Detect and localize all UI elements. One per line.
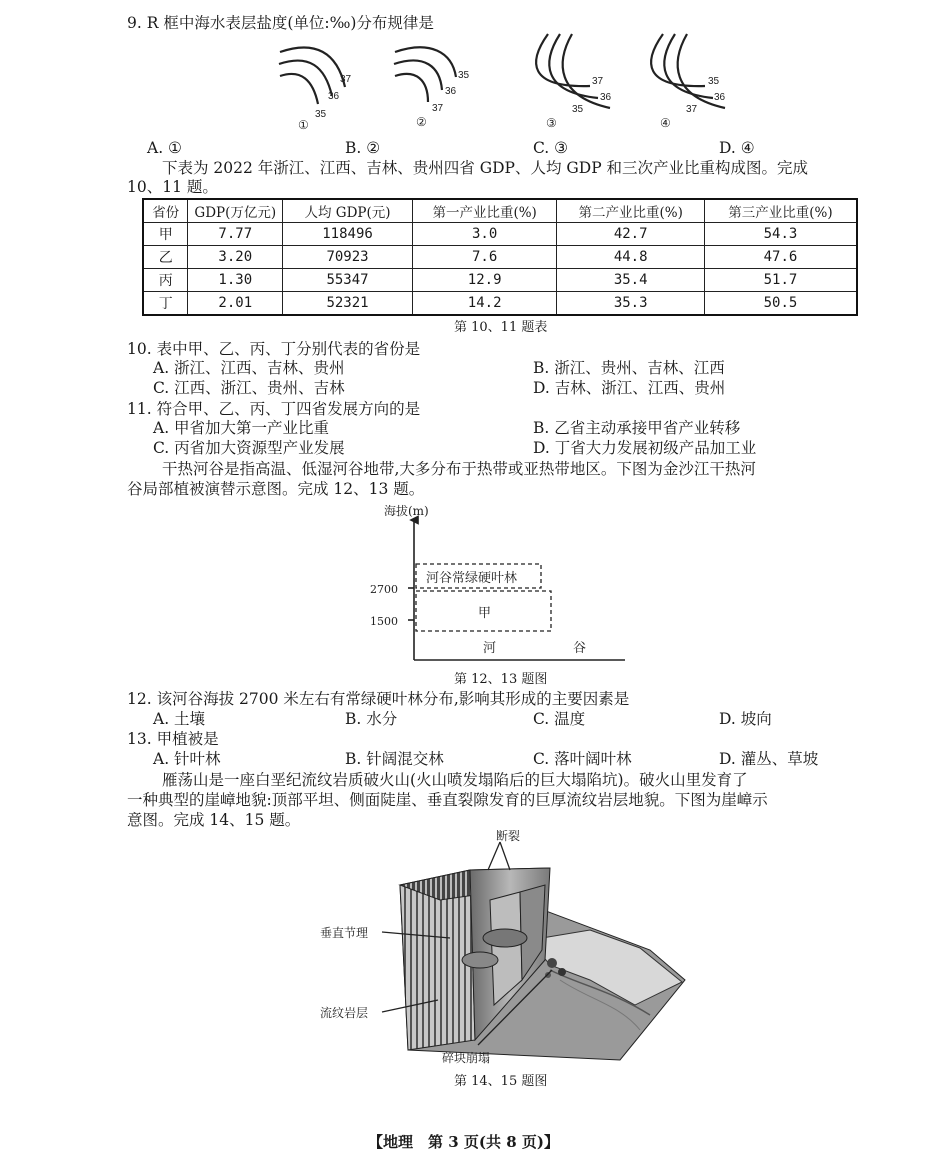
- q13-option-a[interactable]: A. 针叶林: [153, 750, 221, 768]
- cliff-figure: [290, 830, 710, 1070]
- table-row: [143, 223, 857, 246]
- intro-14-15-line2: 一种典型的崖嶂地貌:顶部平坦、侧面陡崖、垂直裂隙发育的巨厚流纹岩层地貌。下图为崖嶂示: [127, 791, 768, 809]
- q12-option-b[interactable]: B. 水分: [345, 710, 398, 728]
- q12-stem: 12. 该河谷海拔 2700 米左右有常绿硬叶林分布,影响其形成的主要因素是: [127, 690, 630, 708]
- intro-10-11-line1: 下表为 2022 年浙江、江西、吉林、贵州四省 GDP、人均 GDP 和三次产业比重构成图。完成: [162, 159, 809, 177]
- table-cell: 51.7: [704, 269, 857, 292]
- table-cell: 3.0: [412, 223, 557, 246]
- table-cell: 44.8: [557, 246, 705, 269]
- q10-option-a[interactable]: A. 浙江、江西、吉林、贵州: [153, 359, 345, 377]
- q9-diagrams: [270, 32, 730, 136]
- d4-num: ④: [660, 116, 671, 130]
- table-cell: 42.7: [557, 223, 705, 246]
- d3-label-1: 37: [592, 76, 604, 87]
- table-header: GDP(万亿元): [188, 199, 283, 223]
- table-caption: 第 10、11 题表: [454, 320, 548, 335]
- q13-stem: 13. 甲植被是: [127, 730, 219, 748]
- q11-option-a[interactable]: A. 甲省加大第一产业比重: [153, 419, 330, 437]
- label-rhyolite-layer: 流纹岩层: [320, 1006, 369, 1020]
- jia-label: 甲: [478, 606, 492, 621]
- table-row: [143, 292, 857, 316]
- d3-label-2: 36: [600, 92, 612, 103]
- table-cell: 70923: [283, 246, 413, 269]
- isohaline-diagrams: [270, 32, 730, 136]
- table-cell: 14.2: [412, 292, 557, 316]
- cliff-figure-svg: [290, 830, 710, 1070]
- table-cell: 35.3: [557, 292, 705, 316]
- table-cell: 52321: [283, 292, 413, 316]
- cliff-caption: 第 14、15 题图: [454, 1074, 548, 1089]
- q13-option-b[interactable]: B. 针阔混交林: [345, 750, 444, 768]
- table-cell: 47.6: [704, 246, 857, 269]
- q10-option-c[interactable]: C. 江西、浙江、贵州、吉林: [153, 379, 345, 397]
- table-cell: 7.77: [188, 223, 283, 246]
- q9-option-b[interactable]: B. ②: [345, 139, 381, 157]
- table-cell: 12.9: [412, 269, 557, 292]
- table-cell: 3.20: [188, 246, 283, 269]
- q11-option-c[interactable]: C. 丙省加大资源型产业发展: [153, 439, 345, 457]
- d2-label-3: 37: [432, 103, 444, 114]
- q9-option-a[interactable]: A. ①: [147, 139, 182, 157]
- q11-stem: 11. 符合甲、乙、丙、丁四省发展方向的是: [127, 400, 421, 418]
- d2-label-1: 35: [458, 70, 470, 81]
- table-header-row: [143, 199, 857, 223]
- d2-num: ②: [416, 115, 427, 129]
- d3-num: ③: [546, 116, 557, 130]
- table-cell: 2.01: [188, 292, 283, 316]
- d1-num: ①: [298, 118, 309, 132]
- table-cell: 丁: [143, 292, 188, 316]
- table-cell: 118496: [283, 223, 413, 246]
- q13-option-d[interactable]: D. 灌丛、草坡: [719, 750, 819, 768]
- q11-option-d[interactable]: D. 丁省大力发展初级产品加工业: [533, 439, 757, 457]
- q11-option-b[interactable]: B. 乙省主动承接甲省产业转移: [533, 419, 741, 437]
- d2-label-2: 36: [445, 86, 457, 97]
- valley-label-1: 河: [483, 641, 497, 656]
- intro-14-15-line1: 雁荡山是一座白垩纪流纹岩质破火山(火山喷发塌陷后的巨大塌陷坑)。破火山里发育了: [162, 771, 748, 789]
- table-header: 第一产业比重(%): [412, 199, 557, 223]
- table-cell: 50.5: [704, 292, 857, 316]
- d4-label-3: 37: [686, 104, 698, 115]
- d4-label-2: 36: [714, 92, 726, 103]
- q10-stem: 10. 表中甲、乙、丙、丁分别代表的省份是: [127, 340, 421, 358]
- table-cell: 54.3: [704, 223, 857, 246]
- forest-label: 河谷常绿硬叶林: [426, 571, 518, 586]
- intro-12-13-line2: 谷局部植被演替示意图。完成 12、13 题。: [127, 480, 425, 498]
- d3-label-3: 35: [572, 104, 584, 115]
- valley-ylabel: 海拔(m): [384, 504, 429, 518]
- q10-option-b[interactable]: B. 浙江、贵州、吉林、江西: [533, 359, 725, 377]
- label-fault: 断裂: [496, 830, 521, 843]
- q10-option-d[interactable]: D. 吉林、浙江、江西、贵州: [533, 379, 726, 397]
- table-row: [143, 246, 857, 269]
- diagram-3: [536, 34, 610, 108]
- table-row: [143, 269, 857, 292]
- intro-14-15-line3: 意图。完成 14、15 题。: [127, 811, 301, 829]
- table-cell: 1.30: [188, 269, 283, 292]
- label-debris-collapse: 碎块崩塌: [442, 1051, 491, 1065]
- tick-2700: 2700: [370, 583, 398, 596]
- table-header: 第三产业比重(%): [704, 199, 857, 223]
- label-vertical-joint: 垂直节理: [320, 926, 369, 940]
- d1-label-3: 35: [315, 109, 327, 120]
- gdp-table: [142, 198, 858, 316]
- q9-option-c[interactable]: C. ③: [533, 139, 569, 157]
- page-footer: 【地理 第 3 页(共 8 页)】: [368, 1133, 559, 1151]
- q13-option-c[interactable]: C. 落叶阔叶林: [533, 750, 632, 768]
- valley-diagram: [360, 500, 640, 670]
- table-header: 人均 GDP(元): [283, 199, 413, 223]
- tick-1500: 1500: [370, 615, 398, 628]
- table-cell: 甲: [143, 223, 188, 246]
- q12-option-a[interactable]: A. 土壤: [153, 710, 206, 728]
- intro-12-13-line1: 干热河谷是指高温、低湿河谷地带,大多分布于热带或亚热带地区。下图为金沙江干热河: [162, 460, 756, 478]
- table-cell: 乙: [143, 246, 188, 269]
- table-cell: 7.6: [412, 246, 557, 269]
- q9-option-d[interactable]: D. ④: [719, 139, 755, 157]
- y-axis: [408, 520, 625, 660]
- table-header: 第二产业比重(%): [557, 199, 705, 223]
- table-cell: 丙: [143, 269, 188, 292]
- d1-label-2: 36: [328, 91, 340, 102]
- table-cell: 35.4: [557, 269, 705, 292]
- valley-label-2: 谷: [573, 641, 587, 656]
- q9-stem: 9. R 框中海水表层盐度(单位:‰)分布规律是: [127, 14, 434, 32]
- d1-label-1: 37: [340, 74, 352, 85]
- table-cell: 55347: [283, 269, 413, 292]
- table-header: 省份: [143, 199, 188, 223]
- valley-caption: 第 12、13 题图: [454, 672, 548, 687]
- valley-diagram-svg: [360, 500, 640, 670]
- d4-label-1: 35: [708, 76, 720, 87]
- q12-option-d[interactable]: D. 坡向: [719, 710, 772, 728]
- q12-option-c[interactable]: C. 温度: [533, 710, 586, 728]
- intro-10-11-line2: 10、11 题。: [127, 178, 218, 196]
